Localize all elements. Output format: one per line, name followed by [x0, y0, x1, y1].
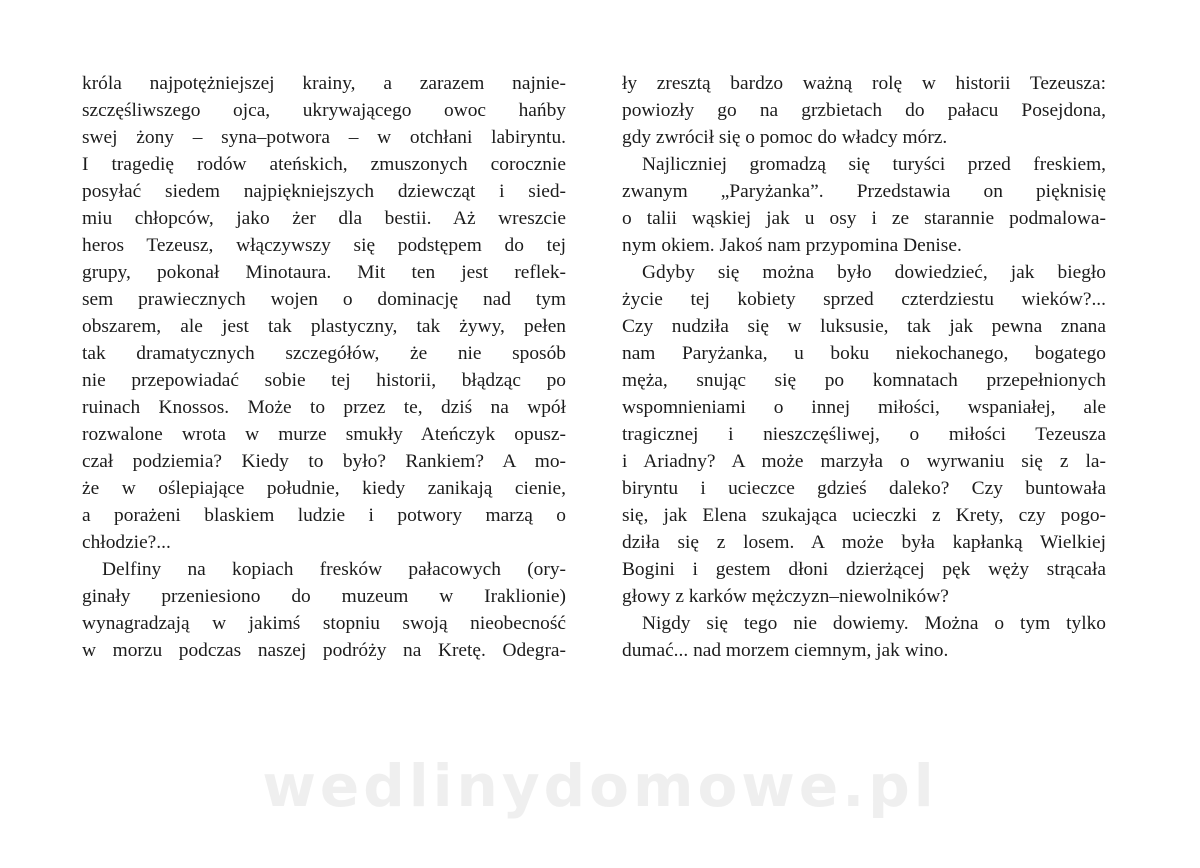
right-page-line: Bogini i gestem dłoni dzierżącej pęk węży strącała [622, 559, 1106, 580]
left-page-line: a porażeni blaskiem ludzie i potwory marzą o [82, 505, 566, 526]
left-page-text [82, 70, 566, 664]
right-page-line: powiozły go na grzbietach do pałacu Posejdona, [622, 100, 1106, 121]
right-page-line: Gdyby się można było dowiedzieć, jak biegło [642, 262, 1106, 283]
right-page-line: gdy zwrócił się o pomoc do władcy mórz. [622, 127, 948, 148]
right-page-line: się, jak Elena szukająca ucieczki z Krety, czy pogo- [622, 505, 1106, 526]
right-page-line: o talii wąskiej jak u osy i ze starannie podmalowa- [622, 208, 1106, 229]
left-page-line: ginały przeniesiono do muzeum w Iraklionie) [82, 586, 566, 607]
watermark: wedlinydomowe.pl [262, 752, 938, 820]
left-page-line: szczęśliwszego ojca, ukrywającego owoc hańby [82, 100, 566, 121]
right-page-line: biryntu i ucieczce gdzieś daleko? Czy buntowała [622, 478, 1106, 499]
left-page-line: chłodzie?... [82, 532, 171, 553]
right-page-line: dumać... nad morzem ciemnym, jak wino. [622, 640, 949, 661]
right-page-line: dziła się z losem. A może była kapłanką Wielkiej [622, 532, 1106, 553]
left-page-line: I tragedię rodów ateńskich, zmuszonych corocznie [82, 154, 566, 175]
right-page-line: życie tej kobiety sprzed czterdziestu wieków?... [622, 289, 1106, 310]
left-page-line: króla najpotężniejszej krainy, a zarazem najnie- [82, 73, 566, 94]
right-page-line: Czy nudziła się w luksusie, tak jak pewna znana [622, 316, 1106, 337]
right-page-line: męża, snując się po komnatach przepełnionych [622, 370, 1106, 391]
right-page-line: ły zresztą bardzo ważną rolę w historii Tezeusza: [622, 73, 1106, 94]
left-page-line: posyłać siedem najpiękniejszych dziewcząt i sied- [82, 181, 566, 202]
left-page-line: Delfiny na kopiach fresków pałacowych (ory- [102, 559, 566, 580]
right-page-line: tragicznej i nieszczęśliwej, o miłości Tezeusza [622, 424, 1106, 445]
left-page-line: swej żony – syna–potwora – w otchłani labiryntu. [82, 127, 566, 148]
left-page-line: czał podziemia? Kiedy to było? Rankiem? A mo- [82, 451, 566, 472]
right-page-line: i Ariadny? A może marzyła o wyrwaniu się z la- [622, 451, 1106, 472]
right-page-text [622, 70, 1106, 664]
right-page-line: nam Paryżanka, u boku niekochanego, bogatego [622, 343, 1106, 364]
left-page-line: w morzu podczas naszej podróży na Kretę. Odegra- [82, 640, 566, 661]
right-page-line: Najliczniej gromadzą się turyści przed freskiem, [642, 154, 1106, 175]
left-page-line: heros Tezeusz, włączywszy się podstępem do tej [82, 235, 566, 256]
left-page-line: wynagradzają w jakimś stopniu swoją nieobecność [82, 613, 566, 634]
left-page-line: tak dramatycznych szczegółów, że nie sposób [82, 343, 566, 364]
right-page-line: wspomnieniami o innej miłości, wspaniałej, ale [622, 397, 1106, 418]
left-page-line: że w oślepiające południe, kiedy zanikają cienie, [82, 478, 566, 499]
left-page-line: obszarem, ale jest tak plastyczny, tak żywy, pełen [82, 316, 566, 337]
left-page-line: grupy, pokonał Minotaura. Mit ten jest reflek- [82, 262, 566, 283]
right-page-line: głowy z karków mężczyzn–niewolników? [622, 586, 949, 607]
right-page-line: Nigdy się tego nie dowiemy. Można o tym tylko [642, 613, 1106, 634]
left-page-line: rozwalone wrota w murze smukły Ateńczyk opusz- [82, 424, 566, 445]
left-page-line: sem prawiecznych wojen o dominację nad tym [82, 289, 566, 310]
right-page-line: zwanym „Paryżanka”. Przedstawia on pięknisię [622, 181, 1106, 202]
right-page-line: nym okiem. Jakoś nam przypomina Denise. [622, 235, 962, 256]
left-page-line: ruinach Knossos. Może to przez te, dziś na wpół [82, 397, 566, 418]
left-page-line: nie przepowiadać sobie tej historii, błądząc po [82, 370, 566, 391]
left-page-line: miu chłopców, jako żer dla bestii. Aż wreszcie [82, 208, 566, 229]
